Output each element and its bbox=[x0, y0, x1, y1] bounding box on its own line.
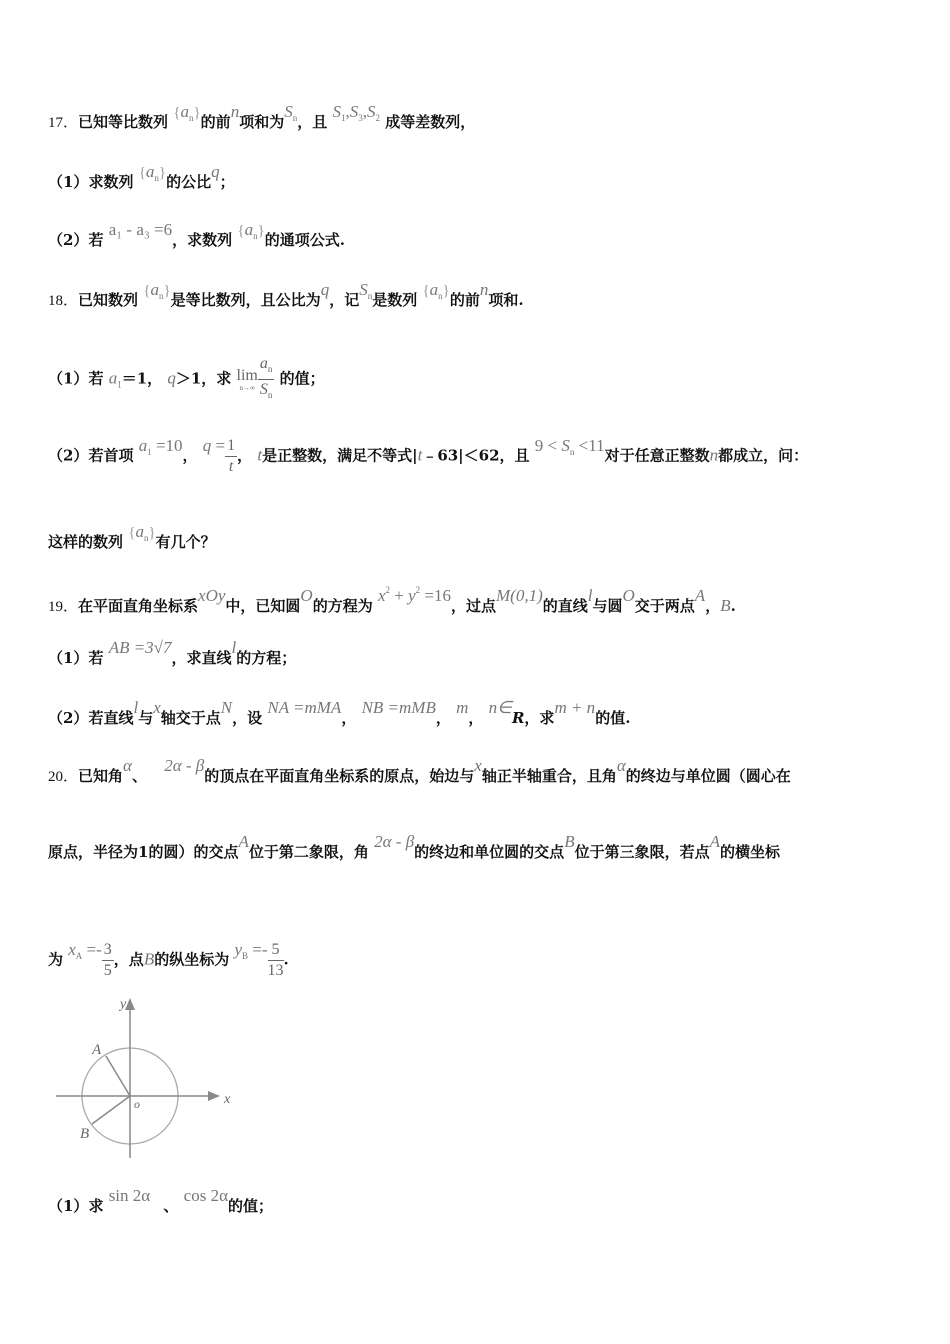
text: ﹣63|＜62，且 bbox=[422, 446, 530, 465]
text: 求 bbox=[88, 1197, 104, 1215]
fraction-1-t: $\frac{1}{t}$ bbox=[227, 437, 236, 475]
text: 若 bbox=[88, 231, 104, 249]
q19-part1 bbox=[48, 638, 297, 668]
text: 的方程； bbox=[236, 649, 297, 667]
text: 是正整数，满足不等式| bbox=[262, 446, 418, 465]
text: 1 bbox=[138, 843, 149, 861]
math: S bbox=[284, 102, 293, 121]
text: 的直线 bbox=[542, 597, 588, 615]
text: 若 bbox=[88, 649, 104, 667]
math: =16 bbox=[424, 586, 451, 605]
math: m bbox=[456, 698, 469, 717]
math: 2α - β bbox=[374, 832, 415, 851]
text: . bbox=[283, 950, 289, 969]
text: 的终边和单位圆的交点 bbox=[414, 843, 565, 861]
q20-line2 bbox=[48, 832, 780, 862]
x-axis-arrow bbox=[208, 1091, 220, 1101]
text: 的前 bbox=[200, 113, 231, 131]
fraction-5-13: $\frac{5}{13}$ bbox=[267, 941, 284, 979]
text: 求数列 bbox=[88, 173, 134, 191]
math: A bbox=[238, 832, 249, 851]
math: a bbox=[108, 368, 118, 388]
math: x bbox=[474, 756, 482, 775]
math: a bbox=[180, 102, 189, 121]
text: ，记 bbox=[329, 291, 360, 309]
text: 的圆）的交点 bbox=[148, 843, 239, 861]
question-number: 18． bbox=[48, 293, 79, 309]
math: B bbox=[564, 832, 575, 851]
text: 的顶点在平面直角坐标系的原点，始边与 bbox=[204, 767, 475, 785]
text: . bbox=[730, 597, 736, 615]
point-b-label: B bbox=[80, 1126, 90, 1142]
math: α bbox=[616, 756, 626, 775]
math: =- bbox=[252, 939, 268, 959]
text: ， bbox=[341, 709, 357, 727]
text: 的值. bbox=[595, 709, 631, 727]
math: NB =mMB bbox=[361, 698, 436, 717]
text: 的值； bbox=[228, 1197, 274, 1215]
math: B bbox=[720, 596, 731, 615]
math: q bbox=[211, 162, 220, 181]
text: 与圆 bbox=[592, 597, 623, 615]
fraction-3-5: $\frac{3}{5}$ bbox=[103, 941, 112, 979]
text: 位于第三象限，若点 bbox=[574, 843, 710, 861]
limit-expression: lim n→∞ bbox=[236, 366, 258, 392]
text: ，求 bbox=[524, 709, 555, 727]
q18-part2: （2）若首项 $a_1 =10$， q = $\frac{1}{t}$ ， t是正整数，满足不等式|t﹣63|＜62，且 $9 < S_n <11$对于任意正整数n都成立，问： bbox=[48, 435, 809, 475]
text: ，且 bbox=[297, 113, 328, 131]
text: 若直线 bbox=[88, 709, 134, 727]
text: 这样的数列 bbox=[48, 533, 124, 551]
part-label: （1） bbox=[48, 173, 89, 191]
text: 原点，半径为 bbox=[48, 843, 139, 861]
math: a bbox=[244, 220, 254, 239]
origin-label: o bbox=[134, 1097, 140, 1111]
part-label: （2） bbox=[48, 709, 89, 727]
math: x bbox=[68, 939, 76, 959]
math: 2α - β bbox=[164, 756, 205, 775]
q18-part2-cont: 这样的数列 $\{a_n\}$有几个？ bbox=[48, 522, 216, 551]
math: n bbox=[709, 445, 719, 465]
text: 轴交于点 bbox=[160, 709, 221, 727]
text: 轴正半轴重合，且角 bbox=[481, 767, 617, 785]
math: <11 bbox=[578, 435, 605, 455]
unit-circle-figure bbox=[48, 988, 248, 1163]
math: q bbox=[167, 368, 176, 388]
text: 、 bbox=[163, 1197, 179, 1215]
text: ， bbox=[182, 446, 198, 465]
text: 的横坐标 bbox=[719, 843, 780, 861]
math: n bbox=[479, 280, 489, 299]
math: l bbox=[587, 586, 593, 605]
text: 成等差数列， bbox=[385, 113, 476, 131]
math: l bbox=[231, 638, 237, 657]
point-a-label: A bbox=[92, 1042, 102, 1058]
text: 的通项公式. bbox=[264, 231, 346, 249]
text: 已知等比数列 bbox=[78, 113, 169, 131]
question-number: 17． bbox=[48, 115, 79, 131]
math: x bbox=[153, 698, 161, 717]
text: 与 bbox=[138, 709, 154, 727]
text: ， bbox=[468, 709, 484, 727]
q17-line1: 17．已知等比数列 $\{a_n\}$的前n项和为$S^n$，且 $S_1,S_3,S_2$ 成等差数列， bbox=[48, 102, 476, 131]
text: ； bbox=[219, 173, 235, 191]
math: α bbox=[123, 756, 132, 775]
math: =- bbox=[86, 939, 102, 959]
q20-part1 bbox=[48, 1186, 274, 1216]
text: ， bbox=[237, 446, 253, 465]
q18-part1: （1）若 $a_1=1$， q＞1，求 lim n→∞ $\frac{a_n}{S_n}$ 的值； bbox=[48, 354, 325, 405]
q18-line1: 18．已知数列 $\{a_n\}$是等比数列，且公比为q，记$S^n$是数列 $\{a_n\}$的前n项和. bbox=[48, 280, 524, 309]
math: l bbox=[133, 698, 139, 717]
math: N bbox=[220, 698, 233, 717]
text: 有几个？ bbox=[155, 533, 216, 551]
y-label: y bbox=[120, 997, 127, 1012]
text: 的前 bbox=[449, 291, 480, 309]
part-label: （1） bbox=[48, 649, 89, 667]
text: 是等比数列，且公比为 bbox=[170, 291, 321, 309]
part-label: （1） bbox=[48, 369, 89, 388]
text: ＞1，求 bbox=[175, 369, 232, 388]
question-number: 20． bbox=[48, 769, 79, 785]
text: 都成立，问： bbox=[718, 446, 809, 465]
text: 是数列 bbox=[372, 291, 418, 309]
math: AB =3√7 bbox=[108, 638, 172, 657]
text: 对于任意正整数 bbox=[604, 446, 710, 465]
text: 项和为 bbox=[239, 113, 285, 131]
math: O bbox=[300, 586, 313, 605]
text: 已知数列 bbox=[78, 291, 139, 309]
text: 的值； bbox=[279, 369, 325, 388]
text: 中，已知圆 bbox=[225, 597, 301, 615]
math: 9 < bbox=[534, 435, 558, 455]
part-label: （2） bbox=[48, 446, 89, 465]
math: a bbox=[429, 280, 439, 299]
text: 的终边与单位圆（圆心在 bbox=[625, 767, 791, 785]
math: B bbox=[143, 949, 155, 969]
math: t bbox=[417, 445, 423, 465]
question-number: 19． bbox=[48, 599, 79, 615]
math: A bbox=[709, 832, 720, 851]
math: =10 bbox=[155, 435, 183, 455]
ray-ob bbox=[92, 1096, 130, 1124]
math: M(0,1) bbox=[496, 586, 543, 605]
text: ，求直线 bbox=[171, 649, 232, 667]
math: q bbox=[320, 280, 330, 299]
part-label: （2） bbox=[48, 231, 89, 249]
text: ，求数列 bbox=[172, 231, 233, 249]
math: a₁ - a₃ =6 bbox=[108, 220, 173, 239]
q17-part2: （2）若 a₁ - a₃ =6，求数列 $\{a_n\}$的通项公式. bbox=[48, 220, 346, 249]
math: O bbox=[622, 586, 635, 605]
text: ， bbox=[435, 709, 451, 727]
q20-line3: 为 $x_A$ =- $\frac{3}{5}$ ，点B的纵坐标为 $y_B$ =- $\frac{5}{13}$ . bbox=[48, 939, 289, 979]
math: a bbox=[145, 162, 155, 181]
math: cos 2α bbox=[183, 1186, 228, 1205]
q20-line1 bbox=[48, 756, 791, 787]
math: NA =mMA bbox=[267, 698, 342, 717]
text: 的纵坐标为 bbox=[154, 950, 230, 969]
q19-part2 bbox=[48, 698, 631, 728]
math: S bbox=[359, 280, 368, 299]
math: y bbox=[234, 939, 242, 959]
math: n bbox=[230, 102, 240, 121]
text: 项和. bbox=[488, 291, 524, 309]
y-axis-arrow bbox=[125, 998, 135, 1010]
math: a bbox=[150, 280, 159, 299]
math: a bbox=[135, 522, 144, 541]
text: 为 bbox=[48, 950, 64, 969]
text: ，设 bbox=[232, 709, 263, 727]
text: 已知角 bbox=[78, 767, 124, 785]
text: 交于两点 bbox=[634, 597, 695, 615]
q17-part1: （1）求数列 $\{a_n\}$的公比q； bbox=[48, 162, 235, 191]
math: t bbox=[257, 445, 263, 465]
math: a bbox=[138, 435, 148, 455]
text: 位于第二象限，角 bbox=[248, 843, 369, 861]
math: sin 2α bbox=[108, 1186, 151, 1205]
math: m + n bbox=[554, 698, 596, 717]
text: 在平面直角坐标系 bbox=[78, 597, 199, 615]
text: ＝1， bbox=[121, 369, 163, 388]
math: xOy bbox=[198, 586, 226, 605]
text: 的公比 bbox=[166, 173, 212, 191]
math: A bbox=[694, 586, 706, 605]
text: 、 bbox=[131, 767, 147, 785]
part-label: （1） bbox=[48, 1197, 89, 1215]
text: 的方程为 bbox=[312, 597, 373, 615]
text: 若 bbox=[88, 369, 104, 388]
ray-oa bbox=[106, 1056, 130, 1096]
q19-line1: 19．在平面直角坐标系xOy中，已知圆O的方程为 $x^2 + y^2 =16$，过点M(0,1)的直线l与圆O交于两点A，B. bbox=[48, 585, 736, 615]
text: ，过点 bbox=[450, 597, 496, 615]
x-label: x bbox=[224, 1092, 231, 1107]
text: 若首项 bbox=[88, 446, 134, 465]
math: n∈ bbox=[488, 698, 512, 717]
text: ， bbox=[705, 597, 721, 615]
text: R bbox=[511, 709, 525, 727]
fraction-an-sn: $\frac{a_n}{S_n}$ bbox=[259, 355, 273, 400]
text: ，点 bbox=[113, 950, 144, 969]
